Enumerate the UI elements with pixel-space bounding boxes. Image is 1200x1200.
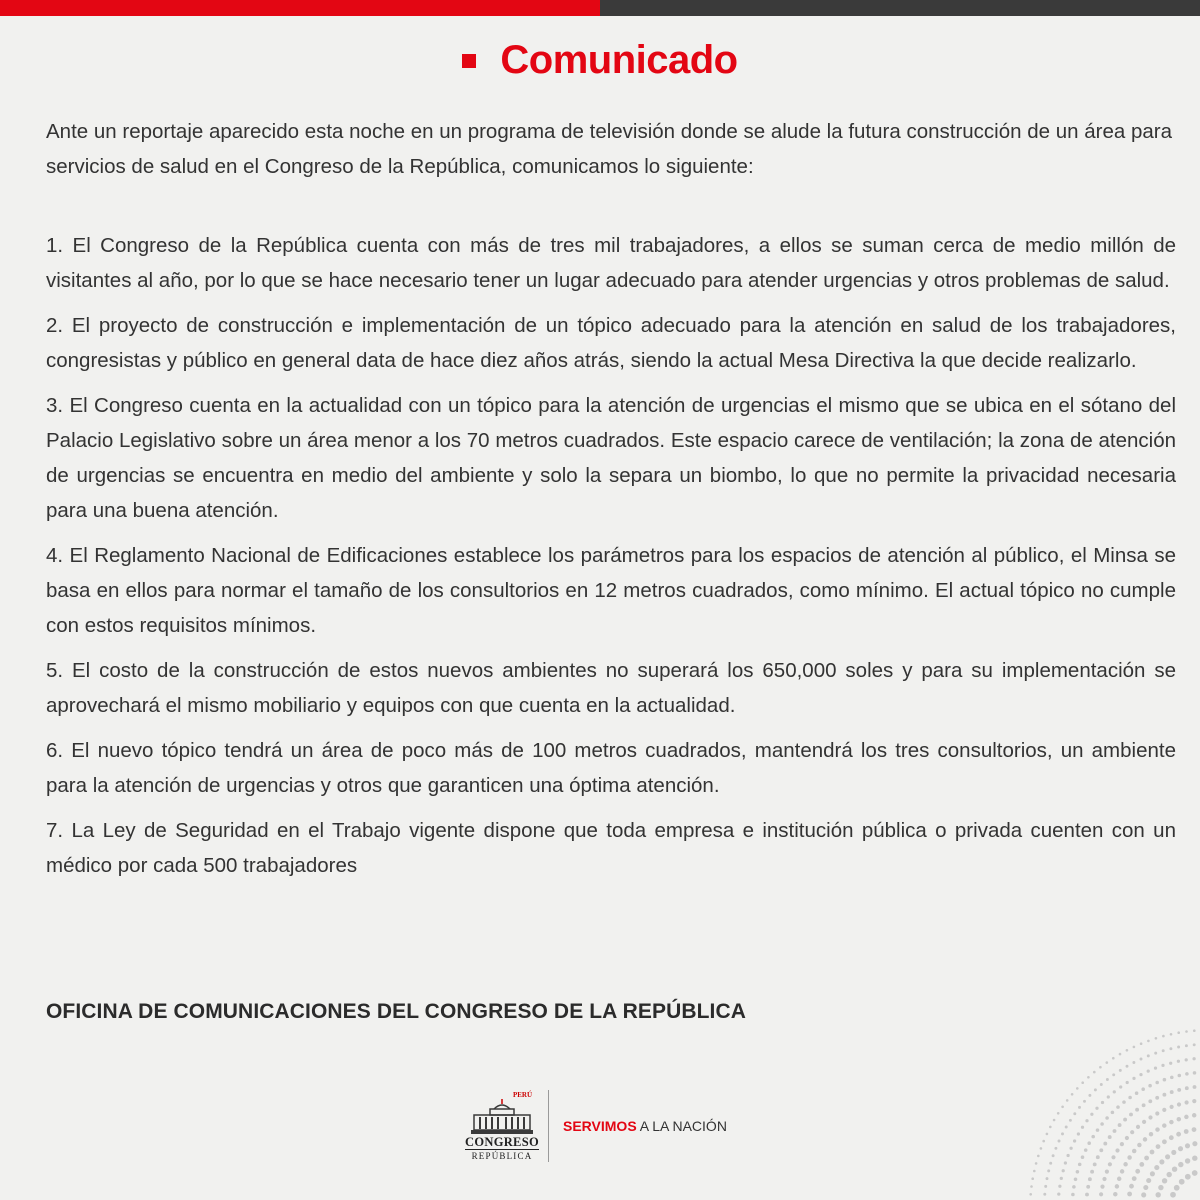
decorative-dot xyxy=(1085,1119,1088,1122)
decorative-dot xyxy=(1132,1149,1136,1153)
decorative-dot xyxy=(1037,1155,1040,1158)
decorative-dot xyxy=(1177,1088,1181,1092)
decorative-dot xyxy=(1111,1111,1115,1115)
decorative-dot xyxy=(1156,1144,1161,1149)
decorative-dot xyxy=(1185,1100,1189,1104)
decorative-dot xyxy=(1155,1192,1160,1197)
decorative-dot xyxy=(1137,1143,1141,1147)
decorative-dot xyxy=(1081,1126,1084,1129)
title-bullet-icon xyxy=(462,54,476,68)
decorative-dot xyxy=(1058,1140,1061,1143)
decorative-dot xyxy=(1139,1162,1144,1167)
decorative-dot xyxy=(1057,1192,1060,1195)
decorative-dot xyxy=(1116,1105,1120,1109)
decorative-dot xyxy=(1118,1123,1122,1127)
decorative-dot xyxy=(1076,1170,1080,1174)
decorative-dot xyxy=(1046,1133,1049,1136)
decorative-dot xyxy=(1185,1044,1188,1047)
decorative-dot xyxy=(1148,1084,1152,1088)
decorative-dot xyxy=(1093,1071,1096,1074)
decorative-dot xyxy=(1185,1072,1189,1076)
decorative-dot xyxy=(1030,1185,1033,1188)
decorative-dot xyxy=(1161,1064,1164,1067)
decorative-dot xyxy=(1094,1088,1097,1091)
decorative-dot xyxy=(1170,1076,1174,1080)
decorative-dot xyxy=(1091,1135,1095,1139)
decorative-dot xyxy=(1155,1081,1159,1085)
decorative-dot xyxy=(1122,1100,1126,1104)
decorative-dot xyxy=(1172,1166,1177,1171)
decorative-dot xyxy=(1193,1085,1197,1089)
decorative-dot xyxy=(1062,1169,1065,1172)
decorative-dot xyxy=(1043,1193,1046,1196)
decorative-dot xyxy=(1100,1122,1104,1126)
decorative-dot xyxy=(1100,1185,1104,1189)
decorative-dot xyxy=(1193,1029,1196,1032)
decorative-dot xyxy=(1141,1087,1145,1091)
decorative-dot xyxy=(1033,1170,1036,1173)
decorative-dot xyxy=(1073,1112,1076,1115)
decorative-dot xyxy=(1031,1177,1034,1180)
decorative-dot xyxy=(1112,1073,1115,1076)
decorative-dot xyxy=(1192,1099,1196,1103)
decorative-dot xyxy=(1162,1035,1165,1038)
decorative-dot xyxy=(1066,1099,1069,1102)
decorative-dot xyxy=(1052,1154,1055,1157)
decorative-dot xyxy=(1148,1099,1152,1103)
decorative-dot xyxy=(1149,1132,1153,1136)
decorative-dot xyxy=(1147,1069,1150,1072)
decorative-dot xyxy=(1155,1096,1159,1100)
decorative-dot xyxy=(1147,1054,1150,1057)
decorative-dot xyxy=(1065,1126,1068,1129)
decorative-dot xyxy=(1162,1139,1167,1144)
logo-name-line2: REPÚBLICA xyxy=(471,1150,533,1161)
decorative-dot xyxy=(1087,1076,1090,1079)
logo-country-label: PERÚ xyxy=(512,1090,532,1099)
decorative-dot xyxy=(1108,1135,1112,1139)
decorative-dot xyxy=(1132,1077,1135,1080)
decorative-dot xyxy=(1192,1127,1197,1132)
decorative-dot xyxy=(1179,1179,1185,1185)
decorative-dot xyxy=(1177,1031,1180,1034)
decorative-dot xyxy=(1099,1148,1103,1152)
decorative-dot xyxy=(1105,1061,1108,1064)
decorative-dot xyxy=(1113,1090,1116,1093)
decorative-dot xyxy=(1159,1159,1164,1164)
decorative-dot xyxy=(1128,1096,1132,1100)
decorative-dot xyxy=(1126,1049,1129,1052)
decorative-dot xyxy=(1184,1129,1189,1134)
decorative-dot xyxy=(1193,1071,1197,1075)
congress-building-icon xyxy=(470,1099,534,1135)
decorative-dot xyxy=(1047,1169,1050,1172)
list-item: 1. El Congreso de la República cuenta con más de tres mil trabajadores, a ellos se suman cerca de medio millón de visitantes al año, por lo que se hace necesario tener un lugar adecuado para atender urgencias y otros problemas de salud. xyxy=(46,234,1176,292)
decorative-dot xyxy=(1169,1047,1172,1050)
decorative-dot xyxy=(1192,1141,1197,1146)
decorative-dot xyxy=(1178,1146,1183,1151)
decorative-dot xyxy=(1165,1154,1170,1159)
decorative-dot xyxy=(1185,1058,1188,1061)
page-title: Comunicado xyxy=(500,38,738,82)
decorative-dot xyxy=(1113,1192,1117,1196)
decorative-dot xyxy=(1076,1087,1079,1090)
decorative-dot xyxy=(1147,1040,1150,1043)
decorative-dot xyxy=(1178,1074,1182,1078)
decorative-dot xyxy=(1113,1129,1117,1133)
decorative-dot xyxy=(1085,1193,1089,1197)
decorative-dot xyxy=(1083,1100,1086,1103)
list-item: 3. El Congreso cuenta en la actualidad con un tópico para la atención de urgencias el mismo que se ubica en el sótano del Palacio Legislativo sobre un área menor a los 70 metros cuadrados. Este espacio carece de ventilación; la zona de atención de urgencias se encuentra en medio del ambiente y solo la separa un biombo, lo que no permite la privacidad necesaria para una buena atención. xyxy=(46,394,1176,522)
motto-rest: A LA NACIÓN xyxy=(639,1118,727,1134)
decorative-dot xyxy=(1127,1192,1132,1197)
decorative-dot xyxy=(1100,1083,1103,1086)
decorative-dot xyxy=(1099,1192,1103,1196)
decorative-dot xyxy=(1053,1119,1056,1122)
decorative-dot xyxy=(1069,1119,1072,1122)
list-item: 2. El proyecto de construcción e implementación de un tópico adecuado para la atención en salud de los trabajadores, congresistas y público en general data de hace diez años atrás, siendo la actual Mesa Directiva la que decide realizarlo. xyxy=(46,314,1176,372)
decorative-dot xyxy=(1069,1147,1072,1150)
decorative-dot xyxy=(1129,1113,1133,1117)
signature: OFICINA DE COMUNICACIONES DEL CONGRESO DE LA REPÚBLICA xyxy=(46,1000,746,1023)
decorative-dot xyxy=(1105,1116,1109,1120)
decorative-dot xyxy=(1142,1103,1146,1107)
list-item: 7. La Ley de Seguridad en el Trabajo vigente dispone que toda empresa e institución pública o privada cuenten con un médico por cada 500 trabajadores xyxy=(46,819,1176,877)
decorative-dot xyxy=(1192,1170,1198,1176)
decorative-dot xyxy=(1096,1155,1100,1159)
decorative-dot xyxy=(1087,1141,1091,1145)
decorative-dot xyxy=(1119,1085,1122,1088)
decorative-dot xyxy=(1139,1073,1142,1076)
decorative-dot xyxy=(1111,1155,1115,1159)
decorative-dot xyxy=(1095,1107,1098,1110)
decorative-dot xyxy=(1040,1147,1043,1150)
decorative-dot xyxy=(1169,1062,1172,1065)
decorative-dot xyxy=(1166,1172,1171,1177)
decorative-dot xyxy=(1184,1115,1188,1119)
intro-paragraph: Ante un reportaje aparecido esta noche en un programa de televisión donde se alude la futura construcción de un área para servicios de salud en el Congreso de la República, comunicamos lo siguiente: xyxy=(46,120,1172,178)
decorative-dot xyxy=(1054,1147,1057,1150)
decorative-dot xyxy=(1120,1142,1124,1146)
decorative-dot xyxy=(1155,1127,1159,1131)
decorative-dot xyxy=(1170,1033,1173,1036)
header xyxy=(0,38,1200,83)
decorative-dot xyxy=(1176,1132,1181,1137)
decorative-dot xyxy=(1129,1184,1134,1189)
decorative-dot xyxy=(1150,1171,1155,1176)
top-bar-dark xyxy=(600,0,1200,16)
decorative-dot xyxy=(1177,1060,1180,1063)
decorative-dots-pattern xyxy=(1000,1000,1200,1200)
decorative-dot xyxy=(1171,1150,1176,1155)
decorative-dot xyxy=(1162,1178,1167,1183)
decorative-dot xyxy=(1103,1142,1107,1146)
decorative-dot xyxy=(1106,1078,1109,1081)
decorative-dot xyxy=(1178,1162,1183,1167)
decorative-dot xyxy=(1130,1130,1134,1134)
congress-logo xyxy=(466,1091,538,1162)
decorative-dot xyxy=(1119,1053,1122,1056)
decorative-dot xyxy=(1042,1140,1045,1143)
footer-divider xyxy=(548,1090,549,1162)
decorative-dot xyxy=(1177,1102,1181,1106)
decorative-dot xyxy=(1185,1158,1190,1163)
decorative-dot xyxy=(1049,1126,1052,1129)
decorative-dot xyxy=(1163,1078,1167,1082)
decorative-dot xyxy=(1125,1136,1129,1140)
decorative-dot xyxy=(1081,1081,1084,1084)
decorative-dot xyxy=(1088,1094,1091,1097)
decorative-dot xyxy=(1090,1113,1093,1116)
communique-body xyxy=(46,114,1176,893)
decorative-dot xyxy=(1123,1118,1127,1122)
decorative-dot xyxy=(1115,1184,1119,1188)
decorative-dot xyxy=(1177,1117,1181,1121)
decorative-dot xyxy=(1162,1093,1166,1097)
decorative-dot xyxy=(1135,1169,1140,1174)
decorative-dot xyxy=(1044,1185,1047,1188)
decorative-dot xyxy=(1078,1163,1082,1167)
decorative-dot xyxy=(1185,1174,1191,1180)
decorative-dot xyxy=(1049,1162,1052,1165)
decorative-dot xyxy=(1090,1170,1094,1174)
decorative-dot xyxy=(1064,1161,1067,1164)
decorative-dot xyxy=(1108,1162,1112,1166)
decorative-dot xyxy=(1170,1192,1176,1198)
decorative-dot xyxy=(1146,1178,1151,1183)
decorative-dot xyxy=(1081,1155,1085,1159)
decorative-dot xyxy=(1096,1128,1100,1132)
decorative-dot xyxy=(1061,1132,1064,1135)
decorative-dot xyxy=(1193,1043,1196,1046)
decorative-dot xyxy=(1066,1154,1069,1157)
list-item: 5. El costo de la construcción de estos nuevos ambientes no superará los 650,000 soles y para su implementación se aprovechará el mismo mobiliario y equipos con que cuenta en la actualidad. xyxy=(46,659,1176,717)
decorative-dot xyxy=(1135,1091,1139,1095)
decorative-dot xyxy=(1169,1135,1174,1140)
decorative-dot xyxy=(1162,1123,1166,1127)
decorative-dot xyxy=(1127,1155,1131,1159)
decorative-dot xyxy=(1148,1115,1152,1119)
decorative-dot xyxy=(1192,1155,1197,1160)
decorative-dot xyxy=(1060,1177,1063,1180)
motto xyxy=(563,1118,727,1134)
logo-name-line1: CONGRESO xyxy=(465,1134,539,1149)
decorative-dot xyxy=(1115,1148,1119,1152)
decorative-dot xyxy=(1046,1177,1049,1180)
decorative-dot xyxy=(1141,1192,1146,1197)
decorative-dot xyxy=(1185,1030,1188,1033)
list-item: 4. El Reglamento Nacional de Edificaciones establece los parámetros para los espacios de atención al público, el Minsa se basa en ellos para normar el tamaño de los consultorios en 12 metros cuadrados, como mínimo. El actual tópico no cumple con estos requisitos mínimos. xyxy=(46,544,1176,637)
decorative-dot xyxy=(1143,1185,1148,1190)
decorative-dot xyxy=(1126,1081,1129,1084)
top-bar-red xyxy=(0,0,600,16)
decorative-dot xyxy=(1123,1162,1127,1166)
decorative-dot xyxy=(1174,1185,1180,1191)
motto-strong: SERVIMOS xyxy=(563,1118,637,1134)
footer xyxy=(466,1086,727,1166)
decorative-dot xyxy=(1105,1170,1109,1174)
decorative-dot xyxy=(1072,1185,1076,1189)
decorative-dot xyxy=(1093,1162,1097,1166)
decorative-dot xyxy=(1057,1112,1060,1115)
decorative-dot xyxy=(1035,1162,1038,1165)
decorative-dot xyxy=(1158,1185,1163,1190)
decorative-dot xyxy=(1101,1101,1104,1104)
decorative-dot xyxy=(1061,1105,1064,1108)
decorative-dot xyxy=(1133,1046,1136,1049)
decorative-dot xyxy=(1140,1042,1143,1045)
decorative-dot xyxy=(1084,1148,1088,1152)
decorative-dot xyxy=(1132,1176,1137,1181)
decorative-dot xyxy=(1150,1150,1155,1155)
decorative-dot xyxy=(1073,1139,1076,1142)
decorative-dot xyxy=(1192,1057,1195,1060)
decorative-dot xyxy=(1086,1185,1090,1189)
decorative-dot xyxy=(1120,1169,1124,1173)
decorative-dot xyxy=(1132,1061,1135,1064)
decorative-dot xyxy=(1029,1193,1032,1196)
decorative-dot xyxy=(1154,1052,1157,1055)
decorative-dot xyxy=(1058,1185,1061,1188)
decorative-dot xyxy=(1117,1177,1121,1181)
list-item: 6. El nuevo tópico tendrá un área de poco más de 100 metros cuadrados, mantendrá los tres consultorios, un ambiente para la atención de urgencias y otros que garanticen una óptima atención. xyxy=(46,739,1176,797)
decorative-dot xyxy=(1142,1120,1146,1124)
decorative-dot xyxy=(1170,1105,1174,1109)
decorative-dot xyxy=(1144,1156,1149,1161)
decorative-dot xyxy=(1102,1177,1106,1181)
decorative-dot xyxy=(1192,1113,1196,1117)
decorative-dot xyxy=(1185,1086,1189,1090)
decorative-dot xyxy=(1154,1066,1157,1069)
decorative-dot xyxy=(1077,1132,1080,1135)
decorative-dot xyxy=(1155,1111,1159,1115)
decorative-dot xyxy=(1126,1065,1129,1068)
decorative-dot xyxy=(1169,1120,1173,1124)
decorative-dot xyxy=(1071,1193,1075,1197)
decorative-dot xyxy=(1162,1108,1166,1112)
decorative-dot xyxy=(1107,1095,1110,1098)
decorative-dot xyxy=(1143,1137,1147,1141)
decorative-dot xyxy=(1135,1108,1139,1112)
decorative-dot xyxy=(1155,1037,1158,1040)
decorative-dot xyxy=(1154,1165,1159,1170)
decorative-dot xyxy=(1162,1049,1165,1052)
decorative-dot xyxy=(1074,1178,1078,1182)
decorative-dot xyxy=(1071,1093,1074,1096)
decorative-dot xyxy=(1099,1066,1102,1069)
decorative-dot xyxy=(1136,1125,1140,1129)
decorative-dot xyxy=(1185,1143,1190,1148)
decorative-dot xyxy=(1078,1106,1081,1109)
decorative-dot xyxy=(1177,1046,1180,1049)
decorative-dot xyxy=(1088,1177,1092,1181)
decorative-dot xyxy=(1140,1058,1143,1061)
decorative-dot xyxy=(1119,1069,1122,1072)
decorative-dot xyxy=(1112,1057,1115,1060)
decorative-dot xyxy=(1170,1090,1174,1094)
